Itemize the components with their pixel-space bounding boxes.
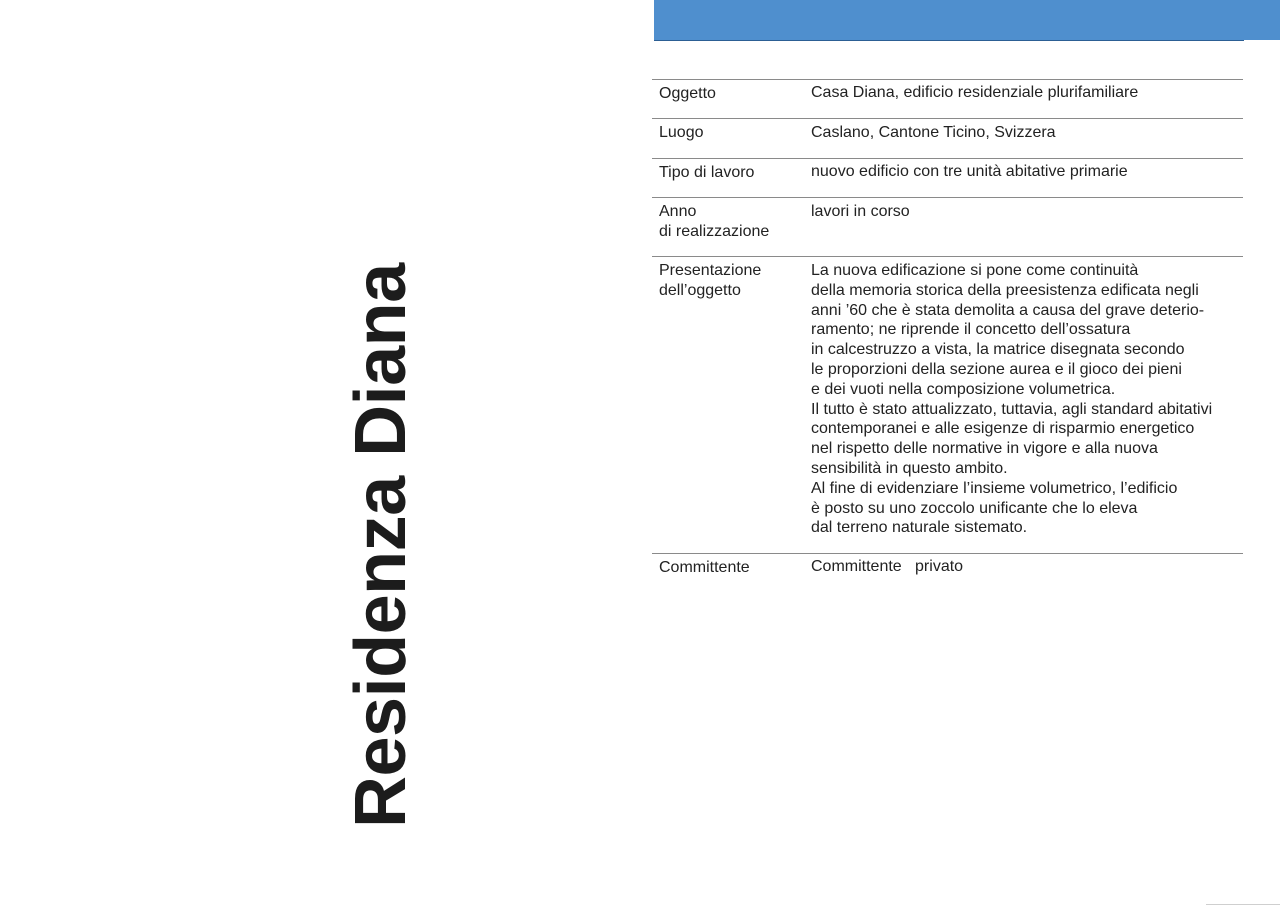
row-divider xyxy=(652,256,1243,257)
row-value-tipo-di-lavoro: nuovo edificio con tre unità abitative primarie xyxy=(811,163,1128,180)
row-divider xyxy=(652,197,1243,198)
row-value-luogo: Caslano, Cantone Ticino, Svizzera xyxy=(811,124,1056,141)
row-value-oggetto: Casa Diana, edificio residenziale plurifamiliare xyxy=(811,84,1139,101)
row-label-luogo: Luogo xyxy=(659,124,704,141)
row-label-presentazione: Presentazione dell’oggetto xyxy=(659,262,762,299)
row-label-tipo-di-lavoro: Tipo di lavoro xyxy=(659,164,755,181)
row-divider xyxy=(652,158,1243,159)
row-label-anno: Anno di realizzazione xyxy=(659,203,770,240)
row-divider xyxy=(652,553,1243,554)
row-divider xyxy=(652,118,1243,119)
table-top-rule xyxy=(652,79,1243,80)
row-value-anno: lavori in corso xyxy=(811,203,910,220)
row-value-committente: Committente privato xyxy=(811,558,964,575)
header-accent-rule xyxy=(654,40,1244,41)
row-label-committente: Committente xyxy=(659,559,750,576)
page-footer-rule xyxy=(1206,904,1280,905)
page-title: Residenza Diana xyxy=(341,263,421,828)
row-value-presentazione: La nuova edificazione si pone come continuità della memoria storica della preesistenza edificata negli anni ’60 che è stata demolita a causa del grave deterio- ramento; ne riprende il concetto dell’ossatura in calcestruzzo a vista, la matrice disegnata secondo le proporzioni della sezione aurea e il gioco dei pieni e dei vuoti nella composizione volumetrica. Il tutto è stato attualizzato, tuttavia, agli standard abitativi contemporanei e alle esigenze di risparmio energetico nel rispetto delle normative in vigore e alla nuova sensibilità in questo ambito. Al fine di evidenziare l’insieme volumetrico, l’edificio è posto su uno zoccolo unificante che lo eleva dal terreno naturale sistemato. xyxy=(811,262,1213,537)
page-title-vertical xyxy=(341,242,421,828)
row-label-oggetto: Oggetto xyxy=(659,85,716,102)
header-accent-bar xyxy=(654,0,1280,40)
